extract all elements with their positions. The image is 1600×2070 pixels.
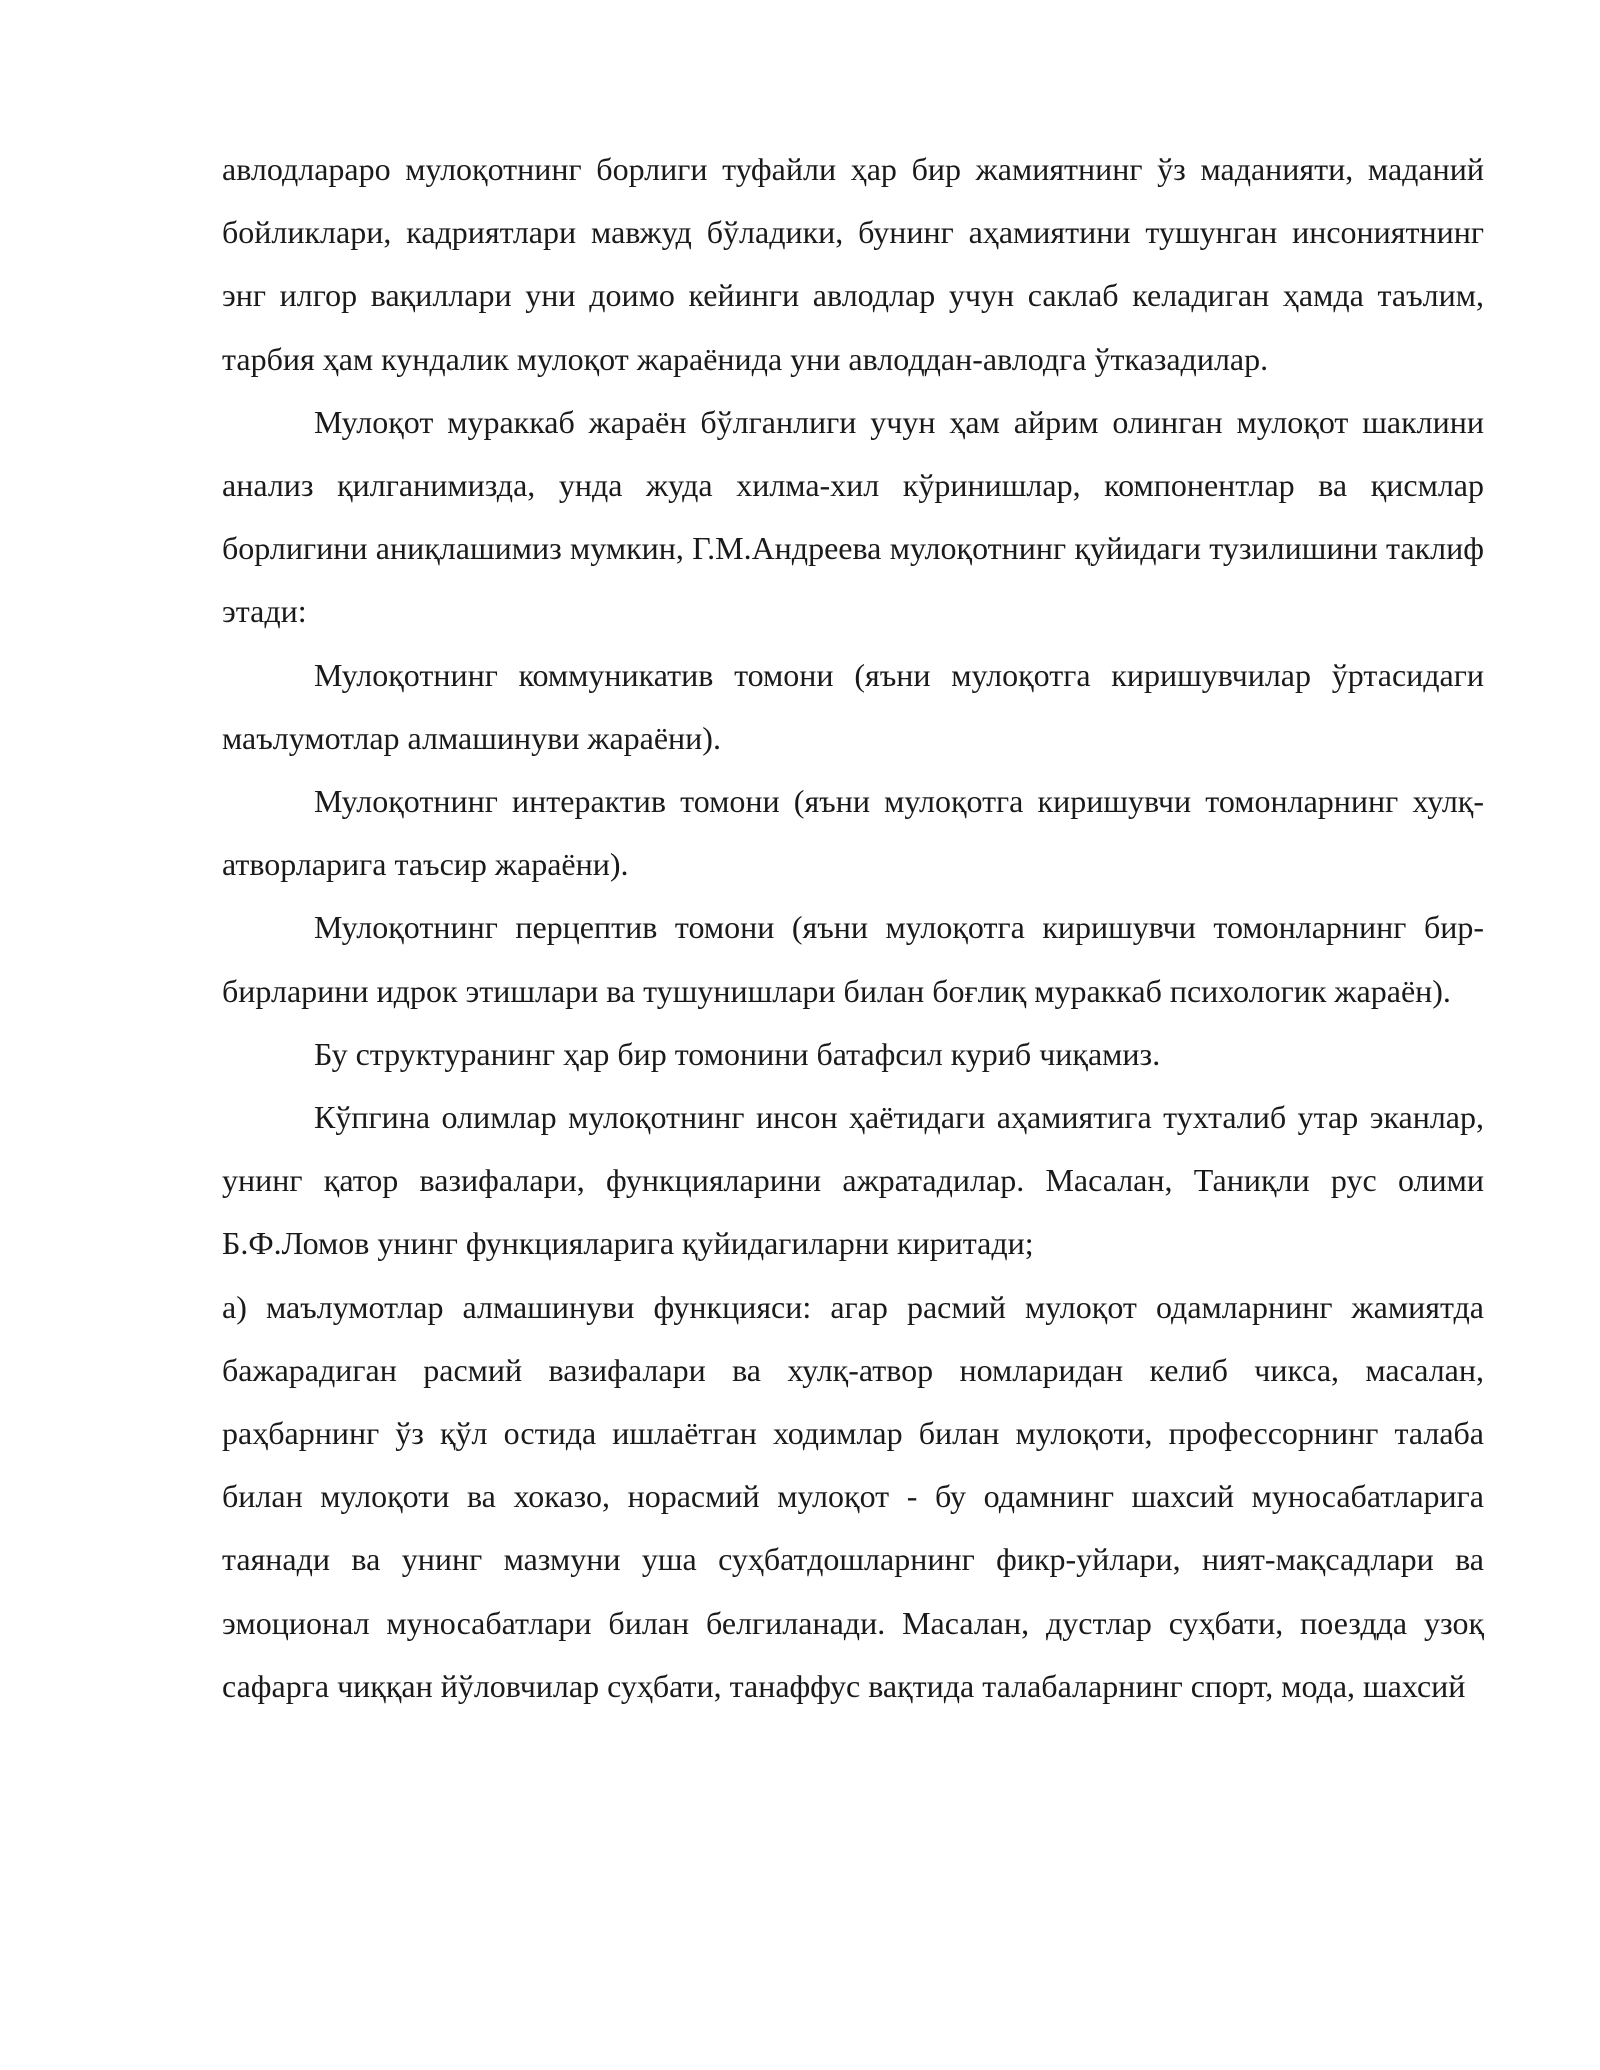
paragraph-interactive-side: Мулоқотнинг интерактив томони (яъни мулоқотга киришувчи томонларнинг хулқ-атворларига таъсир жараёни).	[222, 783, 1484, 883]
paragraph-structure-review: Бу структуранинг ҳар бир томонини батафсил куриб чиқамиз.	[314, 1035, 1161, 1072]
paragraph-communicative-side: Мулоқотнинг коммуникатив томони (яъни мулоқотга киришувчилар ўртасидаги маълумотлар алмашинуви жараёни).	[222, 656, 1484, 756]
paragraph-continuation: авлодлараро мулоқотнинг борлиги туфайли ҳар бир жамиятнинг ўз маданияти, маданий бойликлари, кадриятлари мавжуд бўладики, бунинг аҳамиятини тушунган инсониятнинг энг илгор вақиллари уни доимо кейинги авлодлар учун саклаб келадиган ҳамда таълим, тарбия ҳам кундалик мулоқот жараёнида уни авлоддан-авлодга ўтказадилар.	[222, 151, 1484, 377]
paragraph-information-exchange: а) маълумотлар алмашинуви функцияси: агар расмий мулоқот одамларнинг жамиятда бажарадиган расмий вазифалари ва хулқ-атвор номларидан келиб чикса, масалан, раҳбарнинг ўз қўл остида ишлаётган ходимлар билан мулоқоти, профессорнинг талаба билан мулоқоти ва хоказо, норасмий мулоқот - бу одамнинг шахсий муносабатларига таянади ва унинг мазмуни уша суҳбатдошларнинг фикр-уйлари, ният-мақсадлари ва эмоционал муносабатлари билан белгиланади. Масалан, дустлар суҳбати, поездда узоқ сафарга чиққан йўловчилар суҳбати, танаффус вақтида талабаларнинг спорт, мода, шахсий	[222, 1288, 1484, 1704]
document-body	[222, 138, 1484, 1718]
paragraph-perceptive-side: Мулоқотнинг перцептив томони (яъни мулоқотга киришувчи томонларнинг бир-бирларини идрок этишлари ва тушунишлари билан боғлиқ мураккаб психологик жараён).	[222, 909, 1484, 1009]
paragraph-communication-structure: Мулоқот мураккаб жараён бўлганлиги учун ҳам айрим олинган мулоқот шаклини анализ қилганимизда, унда жуда хилма-хил кўринишлар, компонентлар ва қисмлар борлигини аниқлашимиз мумкин, Г.М.Андреева мулоқотнинг қуйидаги тузилишини таклиф этади:	[222, 403, 1484, 630]
paragraph-functions-intro: Кўпгина олимлар мулоқотнинг инсон ҳаётидаги аҳамиятига тухталиб утар эканлар, унинг қатор вазифалари, функцияларини ажратадилар. Масалан, Таниқли рус олими Б.Ф.Ломов унинг функцияларига қуйидагиларни киритади;	[222, 1099, 1484, 1262]
